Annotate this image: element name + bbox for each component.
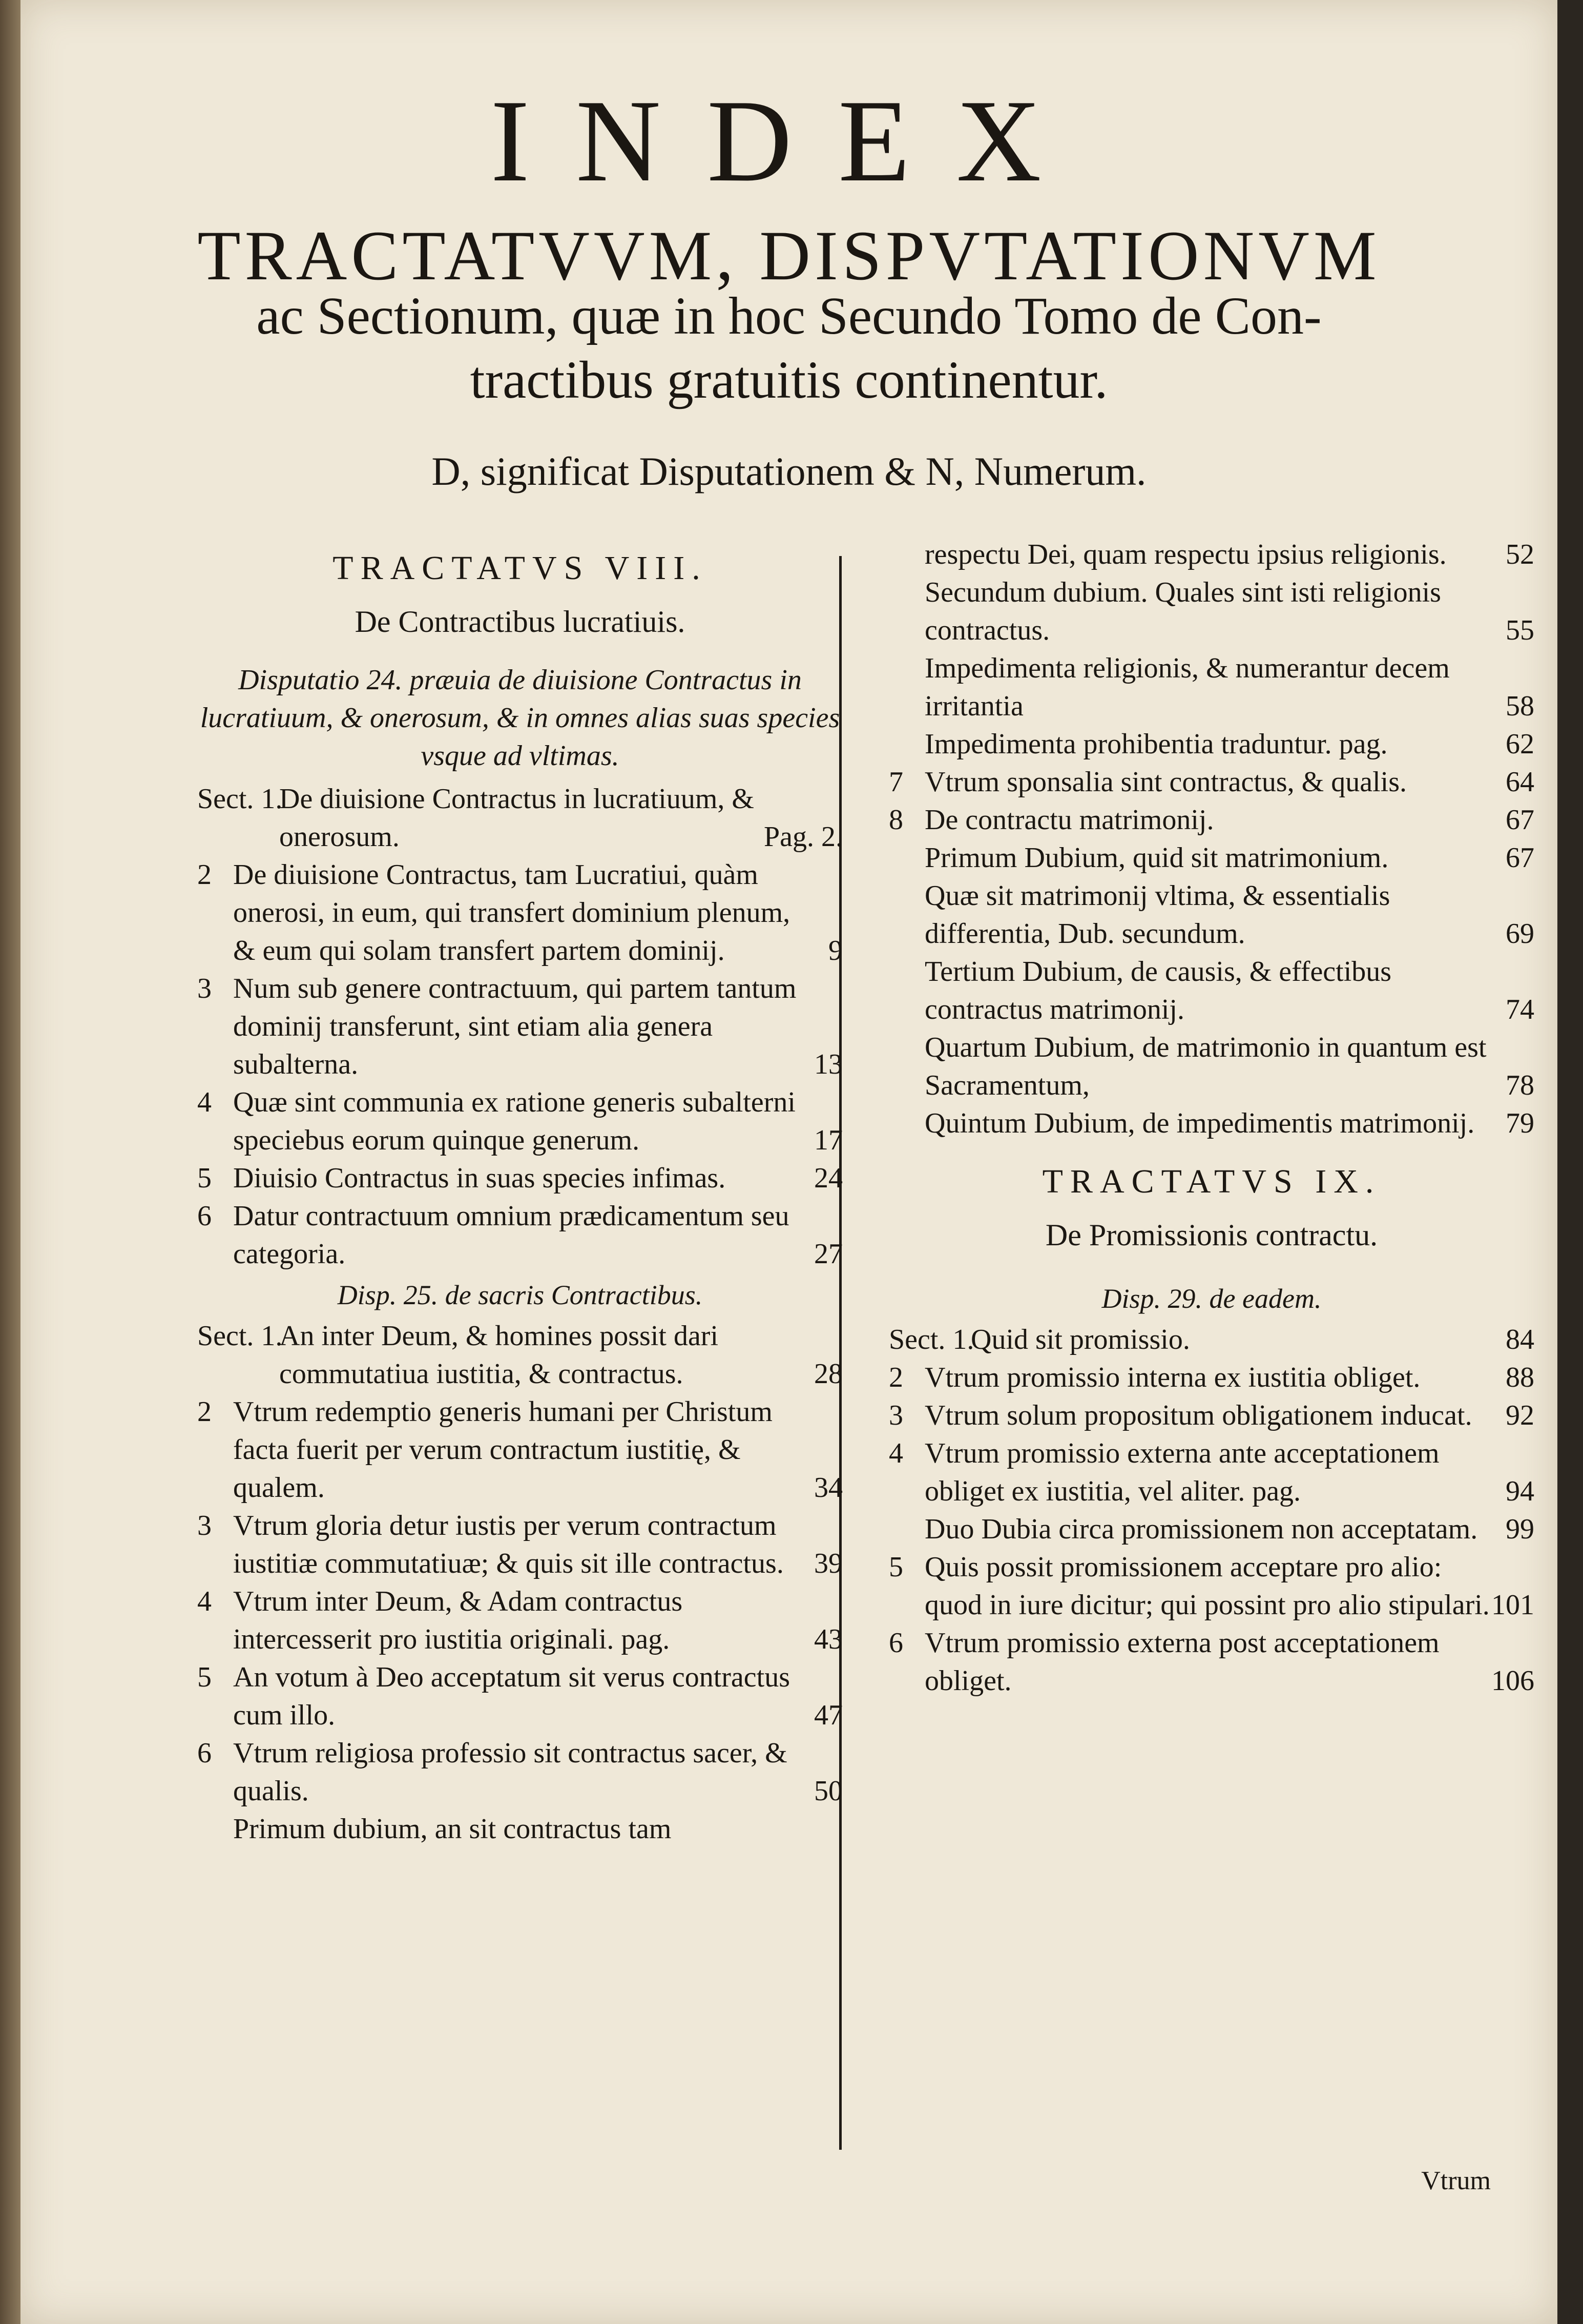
list-item [889,839,1534,877]
entry-number: 4 [197,1586,212,1617]
disputation-heading: Disputatio 24. præuia de diuisione Contractus in lucratiuum, & onerosum, & in omnes alias suas species vsque ad vltimas. [200,664,840,772]
entry-page: 34 [814,1472,843,1504]
entry-text: Quis possit promissionem acceptare pro alio: quod in iure dicitur; qui possint pro alio stipulari. [925,1551,1490,1621]
entry-page: 78 [1506,1070,1534,1101]
entry-text: Vtrum promissio externa post acceptationem obliget. [925,1627,1440,1697]
entry-page: 27 [814,1238,843,1270]
entry-page: 43 [814,1623,843,1655]
entry-page: 74 [1506,994,1534,1025]
entry-text: Vtrum religiosa professio sit contractus sacer, & qualis. [233,1737,787,1807]
entry-page: 106 [1491,1665,1534,1697]
subtitle-line-3: tractibus gratuitis continentur. [470,351,1108,409]
list-item [889,1510,1534,1548]
entry-text: Impedimenta prohibentia traduntur. pag. [925,728,1388,760]
entry-number: 4 [197,1086,212,1118]
list-item [889,1396,1534,1434]
entry-text: Vtrum promissio externa ante acceptationem obliget ex iustitia, vel aliter. pag. [925,1437,1440,1507]
list-item [889,1359,1534,1396]
entry-text: respectu Dei, quam respectu ipsius religionis. [925,539,1447,570]
list-item [889,801,1534,839]
entry-number: 8 [889,804,903,836]
tractatus-heading: TRACTATVS VIII. [332,549,707,587]
entry-text: Quid sit promissio. [971,1324,1190,1355]
entry-number: 3 [197,973,212,1004]
entry-page: 84 [1506,1324,1534,1355]
entry-text: Diuisio Contractus in suas species infimas. [233,1162,726,1194]
entry-number: 4 [889,1437,903,1469]
list-item [197,1197,843,1273]
entry-number: 3 [889,1400,903,1431]
entry-page: Pag. 2. [764,821,843,853]
list-item [197,1582,843,1658]
entry-text: Quæ sint communia ex ratione generis subalterni speciebus eorum quinque generum. [233,1086,796,1156]
entry-text: De diuisione Contractus, tam Lucratiui, quàm onerosi, in eum, qui transfert dominium plenum, & eum qui solam transfert partem dominij. [233,859,790,966]
tractatus-subtitle: De Promissionis contractu. [1045,1218,1378,1252]
entry-page: 67 [1506,804,1534,836]
abbreviation-legend: D, significat Disputationem & N, Numerum. [431,449,1147,493]
list-item [197,856,843,970]
entry-number: 5 [197,1661,212,1693]
entry-page: 17 [814,1124,843,1156]
entry-page: 28 [814,1358,843,1390]
list-item [197,1734,843,1810]
entry-text: Num sub genere contractuum, qui partem tantum dominij transferunt, sint etiam alia genera subalterna. [233,973,797,1080]
entry-page: 101 [1491,1589,1534,1621]
entry-text: An inter Deum, & homines possit dari commutatiua iustitia, & contractus. [279,1320,719,1390]
list-item [197,1507,843,1582]
entry-page: 99 [1506,1513,1534,1545]
entry-text: Duo Dubia circa promissionem non acceptatam. [925,1513,1478,1545]
entry-number: 2 [889,1362,903,1393]
entry-number: 7 [889,766,903,798]
entry-text: Quintum Dubium, de impedimentis matrimonij. [925,1107,1475,1139]
entry-page: 88 [1506,1362,1534,1393]
list-item [197,1159,843,1197]
subtitle-line-2: ac Sectionum, quæ in hoc Secundo Tomo de Con- [256,286,1322,345]
entry-page: 9 [828,935,843,966]
tractatus-subtitle: De Contractibus lucratiuis. [355,605,685,639]
list-item [197,1083,843,1159]
entry-page: 92 [1506,1400,1534,1431]
entry-text: Primum Dubium, quid sit matrimonium. [925,842,1389,874]
entry-page: 24 [814,1162,843,1194]
entry-text: Vtrum gloria detur iustis per verum contractum iustitiæ commutatiuæ; & quis sit ille contractus. [233,1510,784,1579]
entry-list [197,1317,843,1810]
list-item [889,573,1534,649]
entry-text: Impedimenta religionis, & numerantur decem irritantia [925,652,1450,722]
entry-page: 55 [1506,614,1534,646]
entry-text: An votum à Deo acceptatum sit verus contractus cum illo. [233,1661,790,1731]
entry-page: 69 [1506,918,1534,950]
tractatus-heading: TRACTATVS IX. [1042,1163,1381,1200]
entry-page: 39 [814,1548,843,1579]
entry-list [889,1321,1534,1700]
entry-number: Sect. 1. [197,1320,283,1352]
entry-text: Vtrum redemptio generis humani per Christum facta fuerit per verum contractum iustitię, & qualem. [233,1396,773,1504]
entry-text: Vtrum sponsalia sint contractus, & qualis. [925,766,1407,798]
entry-page: 58 [1506,690,1534,722]
entry-text: Vtrum promissio interna ex iustitia obliget. [925,1362,1421,1393]
entry-text: De diuisione Contractus in lucratiuum, & onerosum. [279,783,754,853]
disputation-heading: Disp. 29. de eadem. [1101,1283,1322,1314]
entry-text: De contractu matrimonij. [925,804,1214,836]
entry-page: 52 [1506,539,1534,570]
list-item [197,1810,843,1848]
entry-page: 50 [814,1775,843,1807]
entry-page: 64 [1506,766,1534,798]
entry-number: 5 [197,1162,212,1194]
entry-text: Secundum dubium. Quales sint isti religionis contractus. [925,577,1441,646]
entry-number: 6 [889,1627,903,1659]
entry-page: 62 [1506,728,1534,760]
list-item [889,763,1534,801]
list-item [889,1029,1534,1104]
entry-text: Quæ sit matrimonij vltima, & essentialis differentia, Dub. secundum. [925,880,1390,950]
entry-number: 5 [889,1551,903,1583]
entry-page: 47 [814,1699,843,1731]
entry-number: 3 [197,1510,212,1541]
entry-number: 6 [197,1200,212,1232]
list-item [197,970,843,1083]
right-column [889,536,1534,1700]
entry-text: Datur contractuum omnium prædicamentum seu categoria. [233,1200,789,1270]
list-item [889,725,1534,763]
entry-page: 79 [1506,1107,1534,1139]
entry-text: Primum dubium, an sit contractus tam [233,1813,672,1845]
entry-page: 67 [1506,842,1534,874]
entry-list [889,536,1534,1142]
list-item [889,1548,1534,1624]
entry-text: Tertium Dubium, de causis, & effectibus contractus matrimonij. [925,956,1392,1025]
left-column [197,543,843,1848]
entry-number: 2 [197,859,212,891]
page-title: INDEX [490,75,1088,206]
list-item [889,1104,1534,1142]
entry-text: Vtrum solum propositum obligationem inducat. [925,1400,1472,1431]
entry-text: Vtrum inter Deum, & Adam contractus intercesserit pro iustitia originali. pag. [233,1586,683,1655]
subtitle-line-1: TRACTATVVM, DISPVTATIONVM [197,216,1381,295]
entry-number: Sect. 1. [889,1324,974,1355]
list-item [197,1393,843,1507]
list-item [197,1317,843,1393]
list-item [889,1321,1534,1359]
entry-number: 6 [197,1737,212,1769]
list-item [197,1658,843,1734]
list-item [197,780,843,856]
list-item [889,536,1534,573]
entry-text: Quartum Dubium, de matrimonio in quantum est Sacramentum, [925,1032,1487,1101]
entry-number: 2 [197,1396,212,1428]
disputation-heading: Disp. 25. de sacris Contractibus. [337,1280,703,1310]
list-item [889,649,1534,725]
list-item [889,1624,1534,1700]
list-item [889,1434,1534,1510]
entry-number: Sect. 1. [197,783,283,815]
list-item [889,877,1534,953]
catchword: Vtrum [1421,2166,1491,2195]
index-page [20,0,1557,2324]
entry-list [197,780,843,1273]
entry-page: 94 [1506,1475,1534,1507]
entry-page: 13 [814,1048,843,1080]
book-spine-edge [0,0,20,2324]
list-item [889,953,1534,1029]
